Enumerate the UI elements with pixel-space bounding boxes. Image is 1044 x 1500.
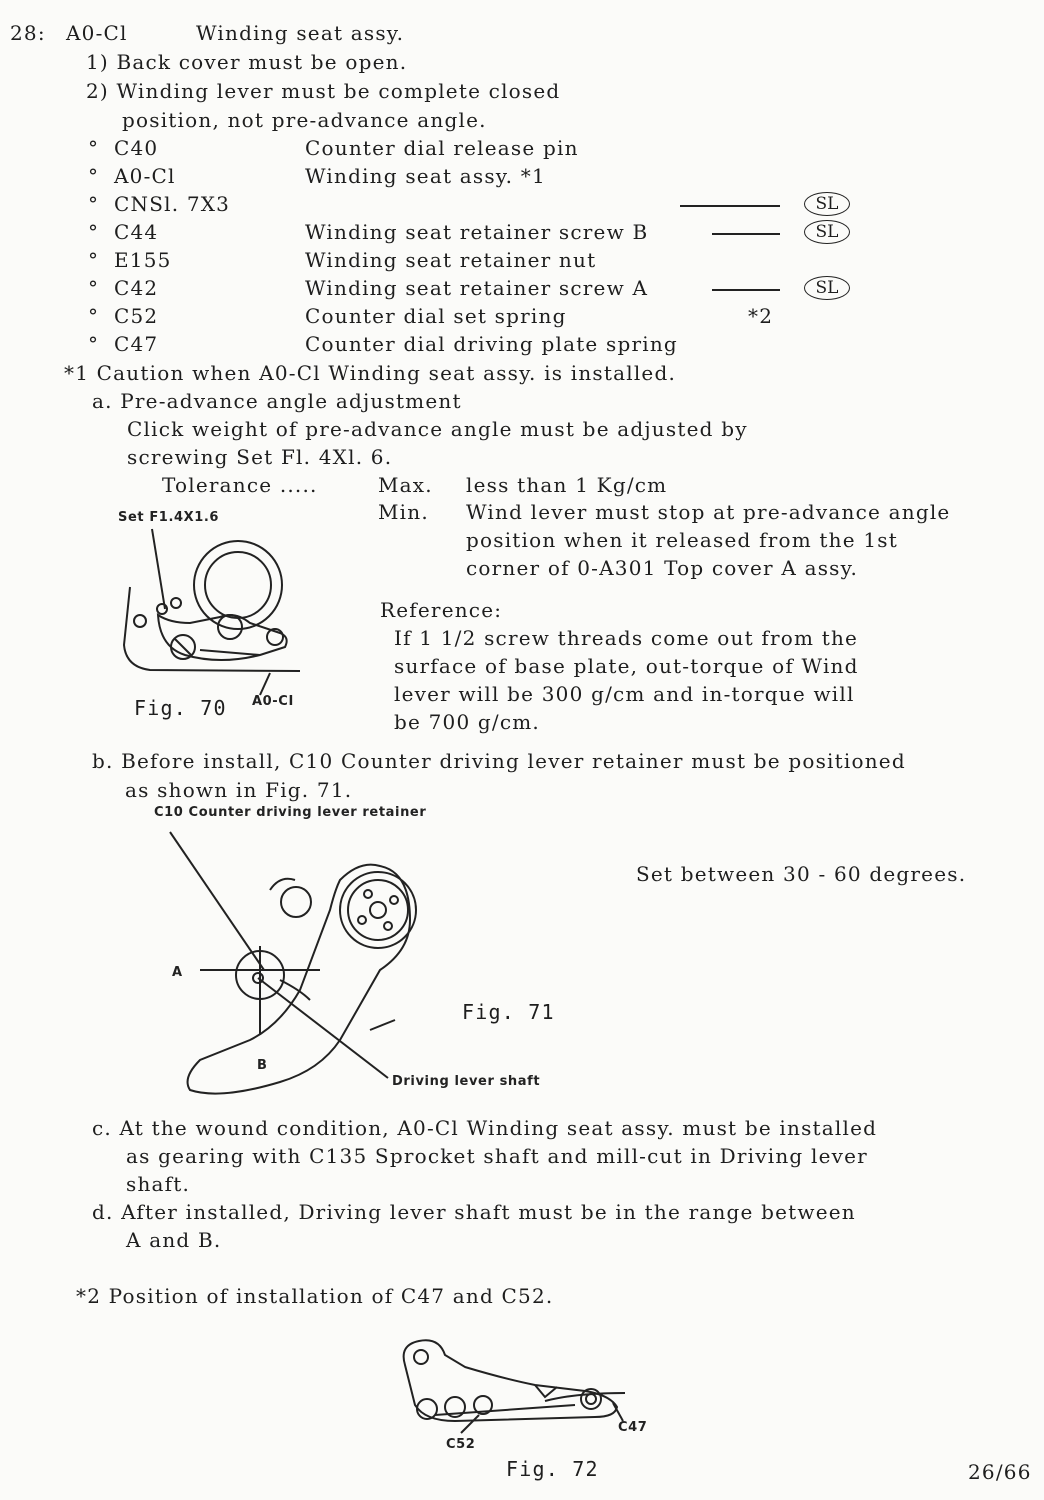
rivet — [358, 916, 366, 924]
part-desc: Counter dial driving plate spring — [305, 332, 678, 356]
part-bullet: ° — [88, 164, 100, 188]
pivot — [218, 615, 242, 639]
set-screw — [157, 604, 167, 614]
part-code: C44 — [114, 220, 159, 244]
step-c-line: shaft. — [126, 1172, 191, 1196]
fig70-screw-label: Set F1.4X1.6 — [118, 510, 220, 525]
sprocket-boss — [340, 872, 416, 948]
step-d-line: d. After installed, Driving lever shaft must be in the range between — [92, 1200, 856, 1224]
fig72-label-c47: C47 — [618, 1420, 648, 1435]
tolerance-label: Tolerance ..... — [162, 473, 318, 497]
min-line: Wind lever must stop at pre-advance angle — [466, 500, 951, 524]
rivet — [384, 922, 392, 930]
fig71-drawing — [160, 820, 480, 1110]
driving-lever — [188, 865, 410, 1094]
part-code: C40 — [114, 136, 159, 160]
spring-c47 — [545, 1393, 625, 1401]
part-desc: Winding seat assy. *1 — [305, 164, 546, 188]
part-bullet: ° — [88, 304, 100, 328]
part-bullet: ° — [88, 248, 100, 272]
leader-line — [680, 205, 780, 207]
part-desc: Winding seat retainer nut — [305, 248, 597, 272]
section-number: 28: — [10, 21, 46, 45]
leader-line — [260, 673, 270, 695]
leader-line — [712, 289, 780, 291]
part-code: C47 — [114, 332, 159, 356]
caution-1-heading: *1 Caution when A0-Cl Winding seat assy. is installed. — [64, 361, 677, 385]
max-label: Max. — [378, 473, 433, 497]
step-c-line: as gearing with C135 Sprocket shaft and mill-cut in Driving lever — [126, 1144, 868, 1168]
sl-mark: SL — [804, 192, 850, 216]
winding-ring-inner — [205, 552, 271, 618]
part-bullet: ° — [88, 136, 100, 160]
leader-line — [461, 1415, 479, 1433]
set-screw — [171, 598, 181, 608]
part-bullet: ° — [88, 220, 100, 244]
part-bullet: ° — [88, 192, 100, 216]
part-desc: Winding seat retainer screw A — [305, 276, 649, 300]
fig71-caption: Fig. 71 — [462, 1000, 555, 1024]
part-desc: Winding seat retainer screw B — [305, 220, 649, 244]
step-a-title: a. Pre-advance angle adjustment — [92, 389, 462, 413]
small-hole — [281, 887, 311, 917]
condition-2-continued: position, not pre-advance angle. — [122, 108, 487, 132]
fig70-part-label: A0-CI — [252, 694, 294, 709]
fig71-label-a: A — [172, 965, 183, 980]
leader-line — [170, 832, 264, 970]
leader-line — [258, 978, 388, 1078]
part-code: A0-Cl — [114, 164, 176, 188]
fig71-retainer-label: C10 Counter driving lever retainer — [154, 805, 427, 820]
leader-line — [152, 529, 165, 609]
min-line: position when it released from the 1st — [466, 528, 898, 552]
section-title: Winding seat assy. — [196, 21, 405, 45]
reference-line: If 1 1/2 screw threads come out from the — [394, 626, 859, 650]
reference-title: Reference: — [380, 598, 503, 622]
reference-line: lever will be 300 g/cm and in-torque will — [394, 682, 855, 706]
sprocket-boss-inner — [348, 880, 408, 940]
part-bullet: ° — [88, 332, 100, 356]
part-code: C52 — [114, 304, 159, 328]
part-note: *2 — [748, 304, 774, 328]
fig71-shaft-label: Driving lever shaft — [392, 1074, 541, 1089]
reference-line: surface of base plate, out-torque of Wind — [394, 654, 859, 678]
sl-mark: SL — [804, 220, 850, 244]
part-bullet: ° — [88, 276, 100, 300]
fig70-drawing — [110, 525, 330, 695]
fig71-label-b: B — [257, 1058, 268, 1073]
part-desc: Counter dial set spring — [305, 304, 567, 328]
small-hole — [134, 615, 146, 627]
section-code: A0-Cl — [66, 21, 128, 45]
step-a-line: Click weight of pre-advance angle must be adjusted by — [127, 417, 748, 441]
step-b-line: as shown in Fig. 71. — [125, 778, 353, 802]
rivet — [390, 896, 398, 904]
spring — [200, 650, 260, 655]
part-desc: Counter dial release pin — [305, 136, 579, 160]
min-line: corner of 0-A301 Top cover A assy. — [466, 556, 859, 580]
fig71-note: Set between 30 - 60 degrees. — [636, 862, 967, 886]
part-code: CNSl. 7X3 — [114, 192, 231, 216]
rivet-inner — [586, 1394, 596, 1404]
fig72-caption: Fig. 72 — [506, 1457, 599, 1481]
step-c-line: c. At the wound condition, A0-Cl Winding seat assy. must be installed — [92, 1116, 878, 1140]
sl-mark: SL — [804, 276, 850, 300]
part-code: C42 — [114, 276, 159, 300]
min-label: Min. — [378, 500, 429, 524]
fig72-label-c52: C52 — [446, 1437, 476, 1452]
condition-2: 2) Winding lever must be complete closed — [86, 79, 561, 103]
leader-line — [712, 233, 780, 235]
hole — [414, 1350, 428, 1364]
reference-line: be 700 g/cm. — [394, 710, 540, 734]
lever-tab — [370, 1020, 395, 1030]
condition-1: 1) Back cover must be open. — [86, 50, 408, 74]
spring-c52 — [435, 1405, 575, 1415]
rivet — [364, 890, 372, 898]
caution-2-heading: *2 Position of installation of C47 and C52. — [76, 1284, 554, 1308]
step-b-line: b. Before install, C10 Counter driving lever retainer must be positioned — [92, 749, 906, 773]
sprocket-hub — [370, 902, 386, 918]
page-number: 26/66 — [968, 1460, 1032, 1484]
step-a-line: screwing Set Fl. 4Xl. 6. — [127, 445, 393, 469]
step-d-line: A and B. — [126, 1228, 222, 1252]
max-value: less than 1 Kg/cm — [466, 473, 668, 497]
fig70-caption: Fig. 70 — [134, 696, 227, 720]
fig72-drawing — [395, 1335, 640, 1440]
part-code: E155 — [114, 248, 172, 272]
